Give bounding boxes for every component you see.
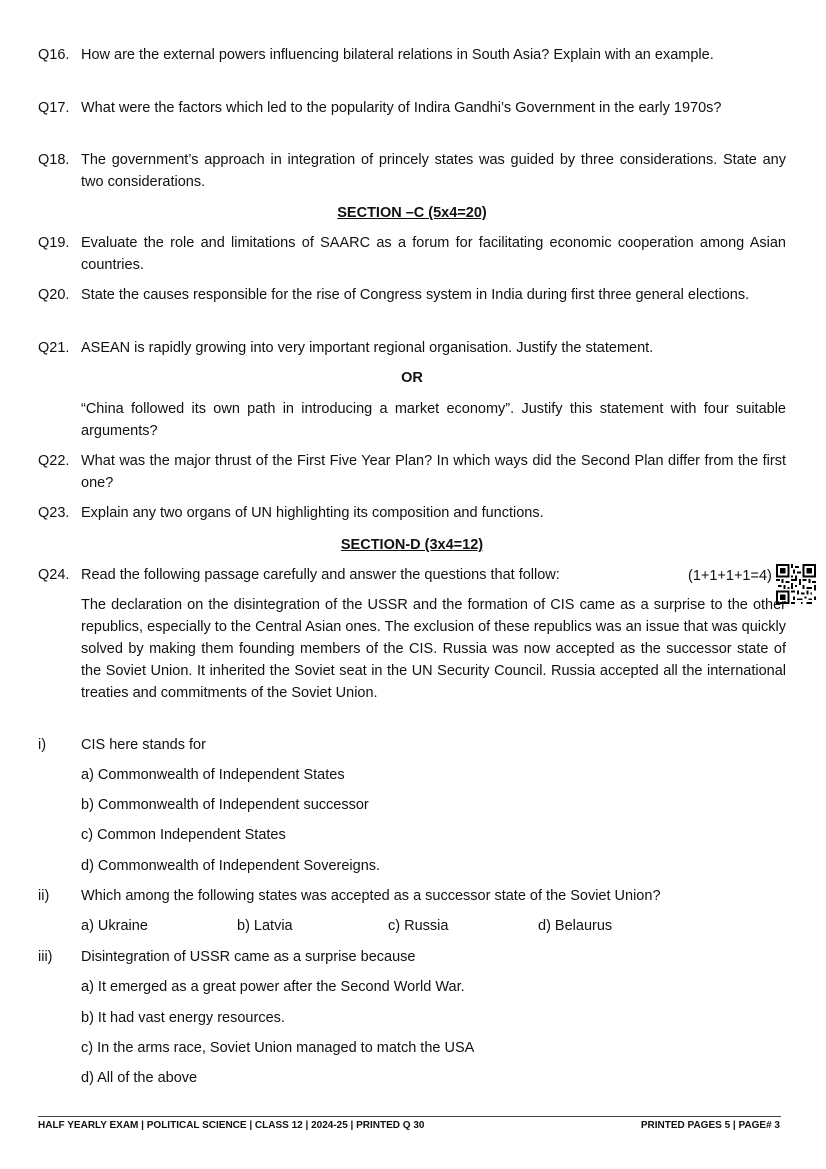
question-19 [38, 232, 786, 276]
question-number: Q22. [38, 453, 70, 469]
passage-text: The declaration on the disintegration of the USSR and the formation of CIS came as a surprise to the other republics, especially to the Central Asian ones. The exclusion of these republics was an issue that was quickly solved by making them founding members of the CIS. Russia was now accepted as the successor state of the Soviet Union. It inherited the Soviet seat in the UN Security Council. Russia accepted all the international treaties and commitments of the Soviet Union. [81, 597, 786, 701]
question-text: The government’s approach in integration of princely states was guided by three considerations. State any two considerations. [81, 152, 786, 190]
option-b: b) It had vast energy resources. [81, 1010, 285, 1026]
question-text: How are the external powers influencing bilateral relations in South Asia? Explain with an example. [81, 47, 714, 63]
sub-question-text: Disintegration of USSR came as a surprise because [81, 949, 416, 965]
sub-question-number: iii) [38, 949, 53, 965]
question-17 [38, 97, 786, 119]
option-a: a) It emerged as a great power after the Second World War. [81, 979, 465, 995]
question-number: Q20. [38, 287, 70, 303]
section-c-heading: SECTION –C (5x4=20) [337, 205, 487, 221]
option-c: c) In the arms race, Soviet Union managed to match the USA [81, 1040, 475, 1056]
option-d: d) Belaurus [538, 918, 613, 934]
sub-question-text: Which among the following states was accepted as a successor state of the Soviet Union? [81, 888, 661, 904]
question-21 [38, 337, 786, 359]
option-d: d) Commonwealth of Independent Sovereigns. [81, 858, 381, 874]
marks-breakdown: (1+1+1+1=4) [688, 568, 772, 584]
question-23 [38, 502, 786, 524]
question-24 [38, 564, 786, 586]
question-text: Explain any two organs of UN highlighting its composition and functions. [81, 505, 544, 521]
option-d: d) All of the above [81, 1070, 198, 1086]
sub-question-number: ii) [38, 888, 50, 904]
question-number: Q17. [38, 100, 70, 116]
footer-exam-info: HALF YEARLY EXAM | POLITICAL SCIENCE | CLASS 12 | 2024-25 | PRINTED Q 30 [38, 1120, 425, 1131]
question-20 [38, 284, 786, 306]
question-text: State the causes responsible for the rise of Congress system in India during first three general elections. [81, 287, 750, 303]
question-number: Q19. [38, 235, 70, 251]
question-text: What was the major thrust of the First Five Year Plan? In which ways did the Second Plan differ from the first one? [81, 453, 786, 491]
question-18 [38, 149, 786, 193]
sub-question-number: i) [38, 737, 47, 753]
question-number: Q24. [38, 567, 70, 583]
question-16 [38, 44, 786, 66]
question-number: Q16. [38, 47, 70, 63]
option-a: a) Commonwealth of Independent States [81, 767, 345, 783]
question-number: Q23. [38, 505, 70, 521]
option-a: a) Ukraine [81, 918, 148, 934]
question-21-alternative: “China followed its own path in introducing a market economy”. Justify this statement with four suitable arguments? [81, 401, 786, 439]
sub-question-text: CIS here stands for [81, 737, 206, 753]
question-number: Q21. [38, 340, 70, 356]
footer-page-info: PRINTED PAGES 5 | PAGE# 3 [640, 1120, 780, 1131]
option-b: b) Commonwealth of Independent successor [81, 797, 369, 813]
question-text: Evaluate the role and limitations of SAARC as a forum for facilitating economic cooperation among Asian countries. [81, 235, 786, 273]
option-c: c) Common Independent States [81, 827, 286, 843]
option-b: b) Latvia [237, 918, 293, 934]
question-text: What were the factors which led to the popularity of Indira Gandhi’s Government in the early 1970s? [81, 100, 722, 116]
question-22 [38, 450, 786, 494]
or-label: OR [401, 370, 423, 386]
option-c: c) Russia [388, 918, 449, 934]
question-text: Read the following passage carefully and answer the questions that follow: [81, 567, 560, 583]
question-text: ASEAN is rapidly growing into very important regional organisation. Justify the statement. [81, 340, 654, 356]
question-number: Q18. [38, 152, 70, 168]
section-d-heading: SECTION-D (3x4=12) [340, 537, 484, 553]
footer-divider [38, 1116, 781, 1117]
